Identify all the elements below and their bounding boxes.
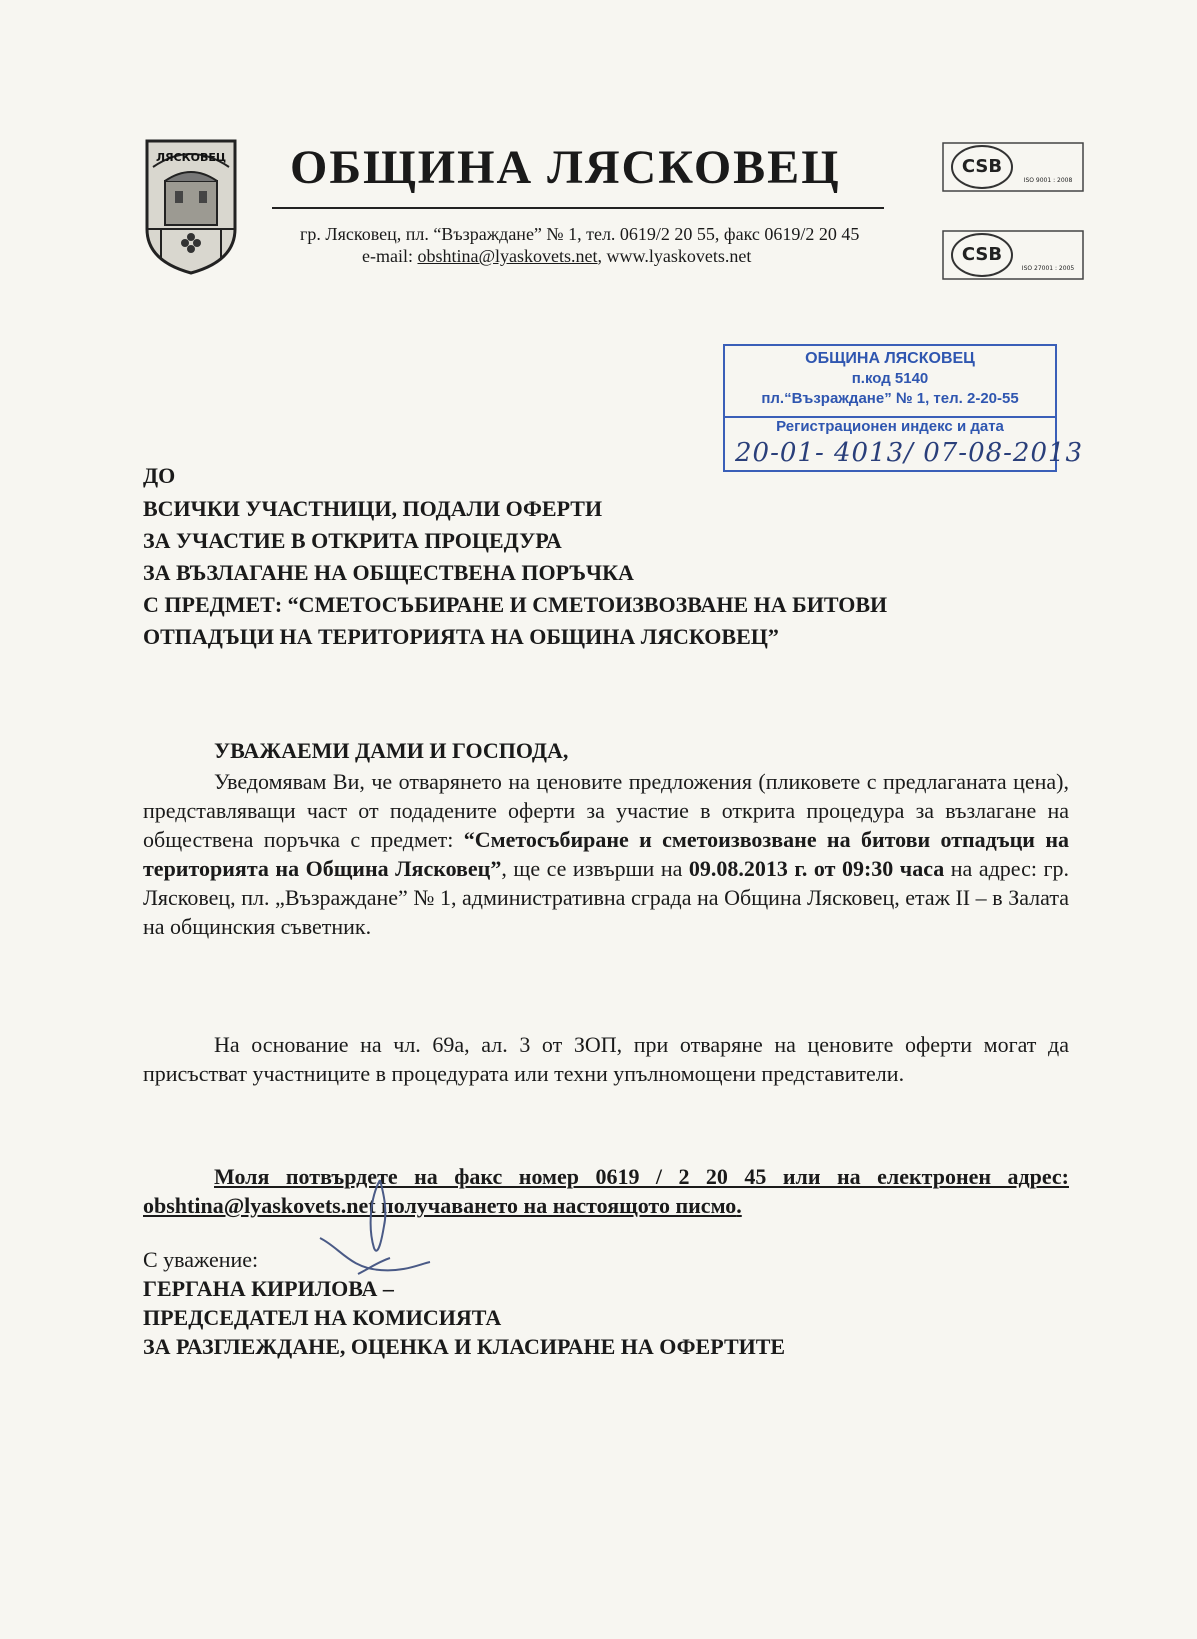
stamp-postcode: п.код 5140	[851, 370, 929, 387]
stamp-name: ОБЩИНА ЛЯСКОВЕЦ	[805, 350, 975, 367]
addressee-line: ДО	[143, 463, 176, 488]
email-link[interactable]: obshtina@lyaskovets.net	[417, 246, 598, 266]
iso-certificate-icon	[942, 142, 1084, 192]
confirmation-request	[143, 1162, 1069, 1220]
addressee-line: ОТПАДЪЦИ НА ТЕРИТОРИЯТА НА ОБЩИНА ЛЯСКОВЕЦ”	[143, 624, 779, 649]
coat-of-arms-text: ЛЯСКОВЕЦ	[155, 151, 227, 164]
addressee-line: ВСИЧКИ УЧАСТНИЦИ, ПОДАЛИ ОФЕРТИ	[143, 496, 603, 521]
signer-title: ЗА РАЗГЛЕЖДАНЕ, ОЦЕНКА И КЛАСИРАНЕ НА ОФЕРТИТЕ	[143, 1334, 786, 1359]
municipality-title: ОБЩИНА ЛЯСКОВЕЦ	[290, 141, 841, 194]
addressee-line: С ПРЕДМЕТ: “СМЕТОСЪБИРАНЕ И СМЕТОИЗВОЗВАНЕ НА БИТОВИ	[143, 592, 888, 617]
signer-name: ГЕРГАНА КИРИЛОВА –	[143, 1276, 394, 1301]
registration-stamp	[723, 344, 1084, 472]
stamp-reg-label: Регистрационен индекс и дата	[776, 418, 1004, 435]
stamp-reg-number: 20-01- 4013/ 07-08-2013	[735, 438, 1084, 468]
contact-line	[362, 246, 751, 267]
cert-standard-text: ISO 27001 : 2005	[1021, 265, 1075, 272]
address-line: гр. Лясковец, пл. “Възраждане” № 1, тел. 0619/2 20 55, факс 0619/2 20 45	[300, 224, 860, 244]
confirmation-end: .	[736, 1193, 742, 1218]
header-divider	[272, 207, 884, 209]
signature-block	[143, 1245, 785, 1361]
p1-datetime: 09.08.2013 г. от 09:30 часа	[688, 856, 945, 881]
p1-subject: “Сметосъбиране и сметоизвозване на битови отпадъци на територията на Община Лясковец”	[143, 827, 1070, 881]
signer-title: ПРЕДСЕДАТЕЛ НА КОМИСИЯТА	[143, 1305, 502, 1330]
body-paragraph-1	[143, 767, 1069, 941]
website-text: , www.lyaskovets.net	[597, 246, 752, 266]
body-paragraph-2: На основание на чл. 69а, ал. 3 от ЗОП, при отваряне на ценовите оферти могат да присъстват участниците в процедурата или техни упълномощени представители.	[143, 1032, 1069, 1086]
salutation: УВАЖАЕМИ ДАМИ И ГОСПОДА,	[214, 738, 569, 763]
addressee-line: ЗА ВЪЗЛАГАНЕ НА ОБЩЕСТВЕНА ПОРЪЧКА	[143, 560, 634, 585]
addressee-line: ЗА УЧАСТИЕ В ОТКРИТА ПРОЦЕДУРА	[143, 528, 562, 553]
cert-standard-text: ISO 9001 : 2008	[1023, 177, 1073, 184]
email-prefix: e-mail:	[362, 246, 418, 266]
cert-logo-text: CSB	[961, 156, 1003, 177]
iso-certificate-icon	[942, 230, 1084, 280]
stamp-address: пл.“Възраждане” № 1, тел. 2-20-55	[761, 390, 1019, 407]
confirmation-text: Моля потвърдете на факс номер 0619 / 2 20 45 или на електронен адрес: obshtina@lyaskovets.net получаването на настоящото писмо	[143, 1164, 1069, 1218]
p1-text: на адрес: гр. Лясковец, пл. „Възраждане” № 1, административна сграда на Община Лясковец, етаж II – в Залата на общинския съветник.	[143, 856, 1070, 939]
cert-logo-text: CSB	[961, 244, 1003, 265]
p1-text: Уведомявам Ви, че отварянето на ценовите предложения (пликовете с предлаганата цена), представляващи част от подадените оферти за участие в открита процедура за възлагане на обществена поръчка с предмет:	[143, 769, 1069, 852]
coat-of-arms-logo	[143, 137, 239, 277]
p1-text: , ще се извърши на	[501, 856, 689, 881]
closing-text: С уважение:	[143, 1247, 259, 1272]
